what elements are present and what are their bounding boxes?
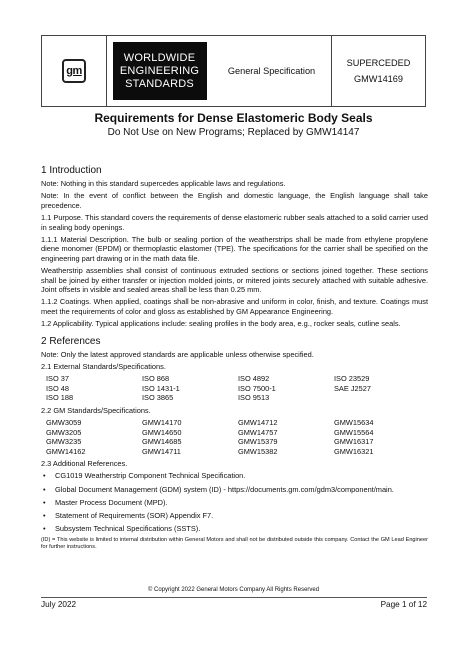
standard-item: ISO 4892 bbox=[238, 374, 270, 384]
list-item: • CG1019 Weatherstrip Component Technical Specification. bbox=[41, 471, 428, 481]
standard-item: ISO 188 bbox=[46, 393, 74, 403]
standard-item: ISO 9513 bbox=[238, 393, 270, 403]
paragraph: 1.1 Purpose. This standard covers the requirements of dense elastomeric rubber seals attached to a solid carrier used in sealing body openings. bbox=[41, 213, 428, 232]
standard-item: GMW14170 bbox=[142, 418, 182, 428]
standard-item: GMW3059 bbox=[46, 418, 82, 428]
list-item: • Statement of Requirements (SOR) Appendix F7. bbox=[41, 511, 428, 521]
list-item: • Global Document Management (GDM) system (ID) - https://documents.gm.com/gdm3/component/main. bbox=[41, 485, 428, 495]
standard-item: ISO 48 bbox=[46, 383, 70, 393]
org-title: WORLDWIDE ENGINEERING STANDARDS bbox=[113, 42, 207, 100]
standard-item: GMW14711 bbox=[142, 446, 181, 456]
paragraph: Note: In the event of conflict between the English and domestic language, the English language shall take precedence. bbox=[41, 191, 428, 210]
section-introduction bbox=[41, 165, 428, 329]
list-item: • Subsystem Technical Specifications (SSTS). bbox=[41, 524, 428, 534]
status-label: SUPERCEDED bbox=[346, 58, 411, 68]
additional-references-list bbox=[41, 471, 428, 533]
standard-item: SAE J2527 bbox=[334, 383, 371, 393]
standard-item: GMW3205 bbox=[46, 427, 82, 437]
gm-standards-list bbox=[46, 418, 428, 456]
page-number: Page 1 of 12 bbox=[380, 600, 427, 609]
paragraph: 1.1.2 Coatings. When applied, coatings shall be non-abrasive and uniform in color, finish, and texture. Coatings must meet the requirements of color and gloss as established by GM Appearance Engineering. bbox=[41, 297, 428, 316]
standard-item: ISO 868 bbox=[142, 374, 170, 384]
subsection-heading: 2.3 Additional References. bbox=[41, 459, 128, 469]
doc-number: GMW14169 bbox=[353, 74, 404, 84]
standard-item: GMW15379 bbox=[238, 437, 278, 447]
document-header bbox=[41, 35, 426, 107]
standard-item: GMW16317 bbox=[334, 437, 374, 447]
subsection-heading: 2.2 GM Standards/Specifications. bbox=[41, 405, 151, 415]
standard-item: GMW3235 bbox=[46, 437, 82, 447]
external-standards-list bbox=[46, 374, 428, 403]
standard-item: GMW14685 bbox=[142, 437, 182, 447]
org-title-cell bbox=[107, 36, 212, 106]
subsection-heading: 2.1 External Standards/Specifications. bbox=[41, 362, 166, 372]
footer-date: July 2022 bbox=[41, 600, 77, 609]
page-subtitle: Do Not Use on New Programs; Replaced by GMW14147 bbox=[107, 127, 360, 138]
paragraph: 1.2 Applicability. Typical applications include: sealing profiles in the body area, e.g., rocker seals, cutline seals. bbox=[41, 319, 401, 329]
standard-item: ISO 37 bbox=[46, 374, 70, 384]
standard-item: GMW14162 bbox=[46, 446, 86, 456]
standard-item: ISO 3865 bbox=[142, 393, 174, 403]
footnote: (ID) = This website is limited to internal distribution within General Motors and shall not be distributed outside this company. Contact the GM Lead Engineer for further instructions. bbox=[41, 536, 428, 551]
standard-item: GMW15634 bbox=[334, 418, 374, 428]
paragraph: Weatherstrip assemblies shall consist of continuous extruded sections or sections joined together. These sections shall be joined by either transfer or injection molded joints, or mitered joints securely attached with suitable adhesive. Joint offsets in visible and sealed areas shall be less than 0.25 mm. bbox=[41, 266, 428, 295]
standard-item: ISO 23529 bbox=[334, 374, 370, 384]
standard-item: ISO 1431-1 bbox=[142, 383, 180, 393]
status-cell bbox=[332, 36, 425, 106]
standard-item: GMW15564 bbox=[334, 427, 374, 437]
standard-item: ISO 7500-1 bbox=[238, 383, 276, 393]
footer-divider bbox=[41, 597, 427, 598]
standard-item bbox=[334, 393, 430, 403]
standard-item: GMW14712 bbox=[238, 418, 278, 428]
copyright-notice: © Copyright 2022 General Motors Company All Rights Reserved bbox=[147, 587, 320, 593]
list-item: • Master Process Document (MPD). bbox=[41, 498, 428, 508]
standard-item: GMW16321 bbox=[334, 446, 374, 456]
section-heading: 2 References bbox=[41, 335, 101, 347]
page-title: Requirements for Dense Elastomeric Body Seals bbox=[94, 111, 373, 125]
standard-item: GMW15382 bbox=[238, 446, 278, 456]
paragraph: Note: Only the latest approved standards are applicable unless otherwise specified. bbox=[41, 349, 314, 359]
section-references bbox=[41, 336, 428, 552]
spec-type: General Specification bbox=[212, 36, 332, 106]
paragraph: 1.1.1 Material Description. The bulb or sealing portion of the weatherstrips shall be made from ethylene propylene diene monomer (EPDM) or thermoplastic elastomer (TPE). The specifications for the carrier shall be specified on the engineering part drawing or in the math data file. bbox=[41, 234, 428, 263]
paragraph: Note: Nothing in this standard supercedes applicable laws and regulations. bbox=[41, 179, 286, 188]
standard-item: GMW14650 bbox=[142, 427, 182, 437]
logo-cell bbox=[42, 36, 107, 106]
section-heading: 1 Introduction bbox=[41, 165, 102, 176]
standard-item: GMW14757 bbox=[238, 427, 278, 437]
document-body bbox=[41, 165, 428, 555]
gm-logo-icon: gm bbox=[62, 59, 86, 83]
